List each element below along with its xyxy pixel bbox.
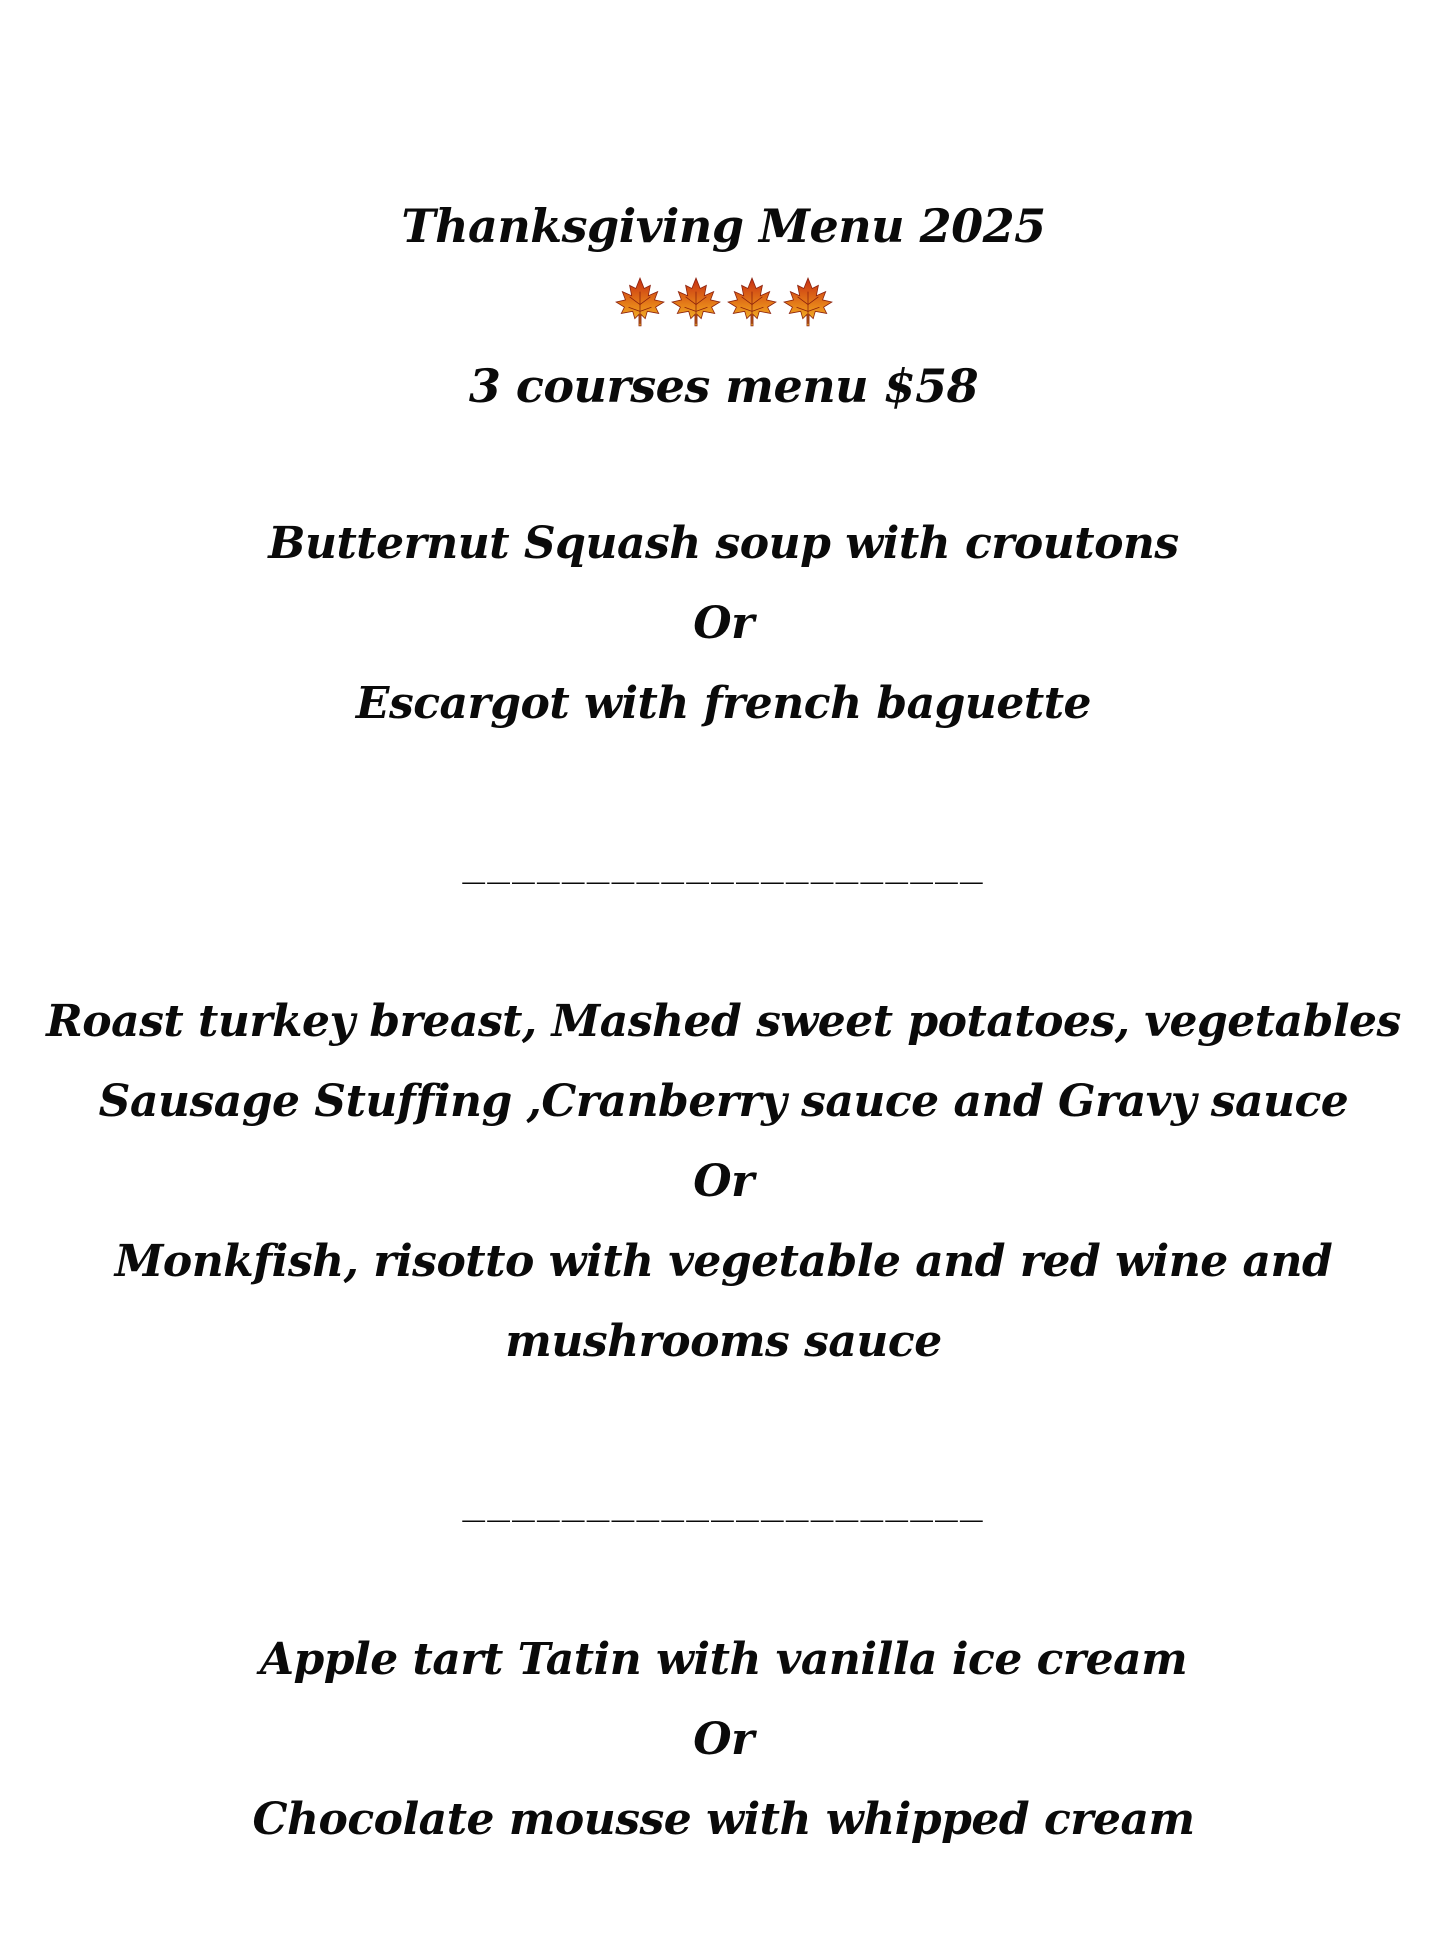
section-divider: _____________________	[462, 1478, 985, 1522]
menu-title: Thanksgiving Menu 2025	[401, 199, 1046, 253]
maple-leaf-icon	[726, 276, 778, 328]
main-option-1-line-2: Sausage Stuffing ,Cranberry sauce and Gravy sauce	[98, 1076, 1349, 1127]
maple-leaf-icon	[782, 276, 834, 328]
dessert-option-1: Apple tart Tatin with vanilla ice cream	[259, 1634, 1188, 1685]
main-option-2-line-1: Monkfish, risotto with vegetable and red wine and	[114, 1236, 1333, 1287]
maple-leaf-icon	[670, 276, 722, 328]
dessert-or: Or	[693, 1714, 754, 1765]
price-line: 3 courses menu $58	[468, 359, 979, 413]
section-divider: _____________________	[462, 840, 985, 884]
maple-leaf-row	[0, 276, 1447, 328]
main-option-1-line-1: Roast turkey breast, Mashed sweet potatoes, vegetables	[46, 996, 1401, 1047]
starter-option-1: Butternut Squash soup with croutons	[268, 518, 1179, 569]
main-or: Or	[693, 1156, 754, 1207]
starter-option-2: Escargot with french baguette	[355, 678, 1092, 729]
main-option-2-line-2: mushrooms sauce	[505, 1316, 942, 1367]
starter-or: Or	[693, 598, 754, 649]
dessert-option-2: Chocolate mousse with whipped cream	[252, 1794, 1195, 1845]
maple-leaf-icon	[614, 276, 666, 328]
